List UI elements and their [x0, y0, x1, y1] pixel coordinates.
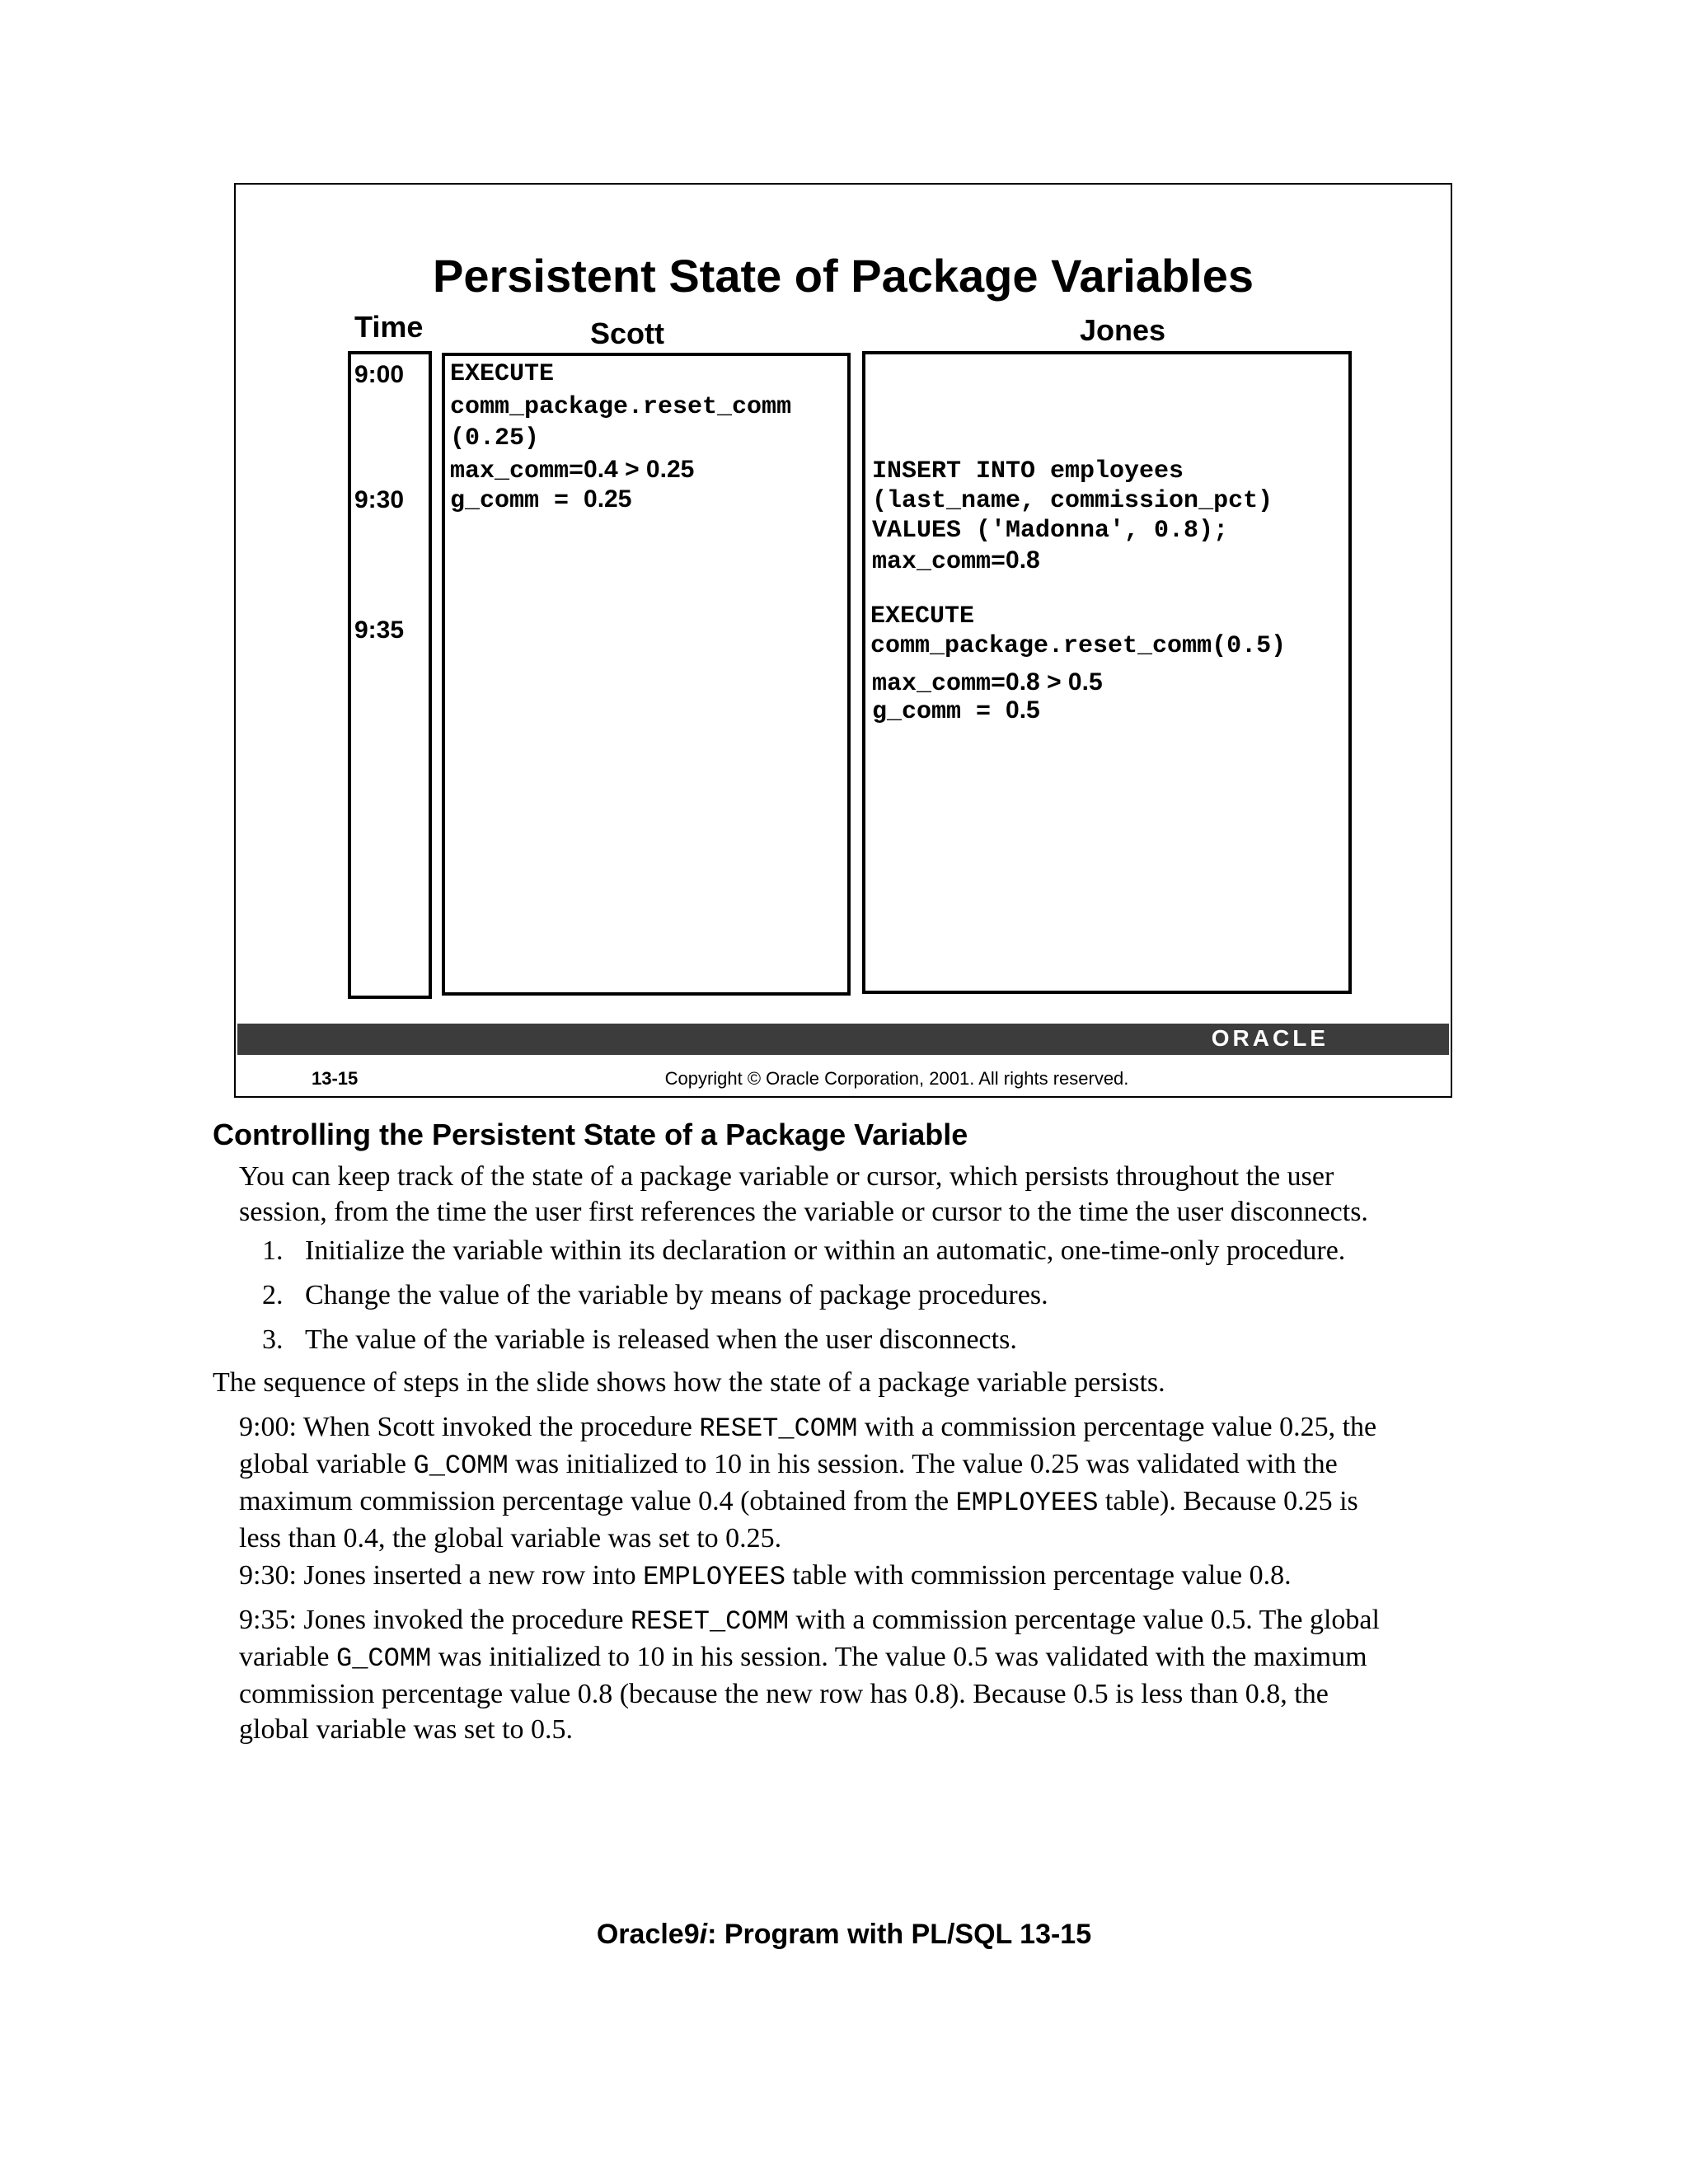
slide-number: 13-15	[312, 1068, 359, 1089]
jones-code-line: INSERT INTO employees	[872, 457, 1184, 485]
oracle-bar	[237, 1024, 1449, 1055]
scott-code-line: g_comm = 0.25	[450, 485, 632, 515]
list-item: 2. Change the value of the variable by means of package procedures.	[262, 1280, 1048, 1310]
jones-header: Jones	[1080, 313, 1166, 347]
jones-code-line: EXECUTE	[870, 602, 975, 630]
intro-paragraph: You can keep track of the state of a package variable or cursor, which persists throughout the user session, from the time the user first references the variable or cursor to the time the user disconnects.	[239, 1161, 1368, 1227]
list-item: 3. The value of the variable is released when the user disconnects.	[262, 1324, 1017, 1355]
copyright: Copyright © Oracle Corporation, 2001. All rights reserved.	[664, 1068, 1129, 1089]
paragraph-935: 9:35: Jones invoked the procedure RESET_COMM with a commission percentage value 0.5. The global variable G_COMM was initialized to 10 in his session. The value 0.5 was validated with the maximum commission percentage value 0.8 (because the new row has 0.8). Because 0.5 is less than 0.8, the global variable was set to 0.5.	[239, 1605, 1380, 1745]
time-column	[348, 351, 432, 999]
jones-code-line: comm_package.reset_comm(0.5)	[870, 632, 1287, 660]
slide	[234, 183, 1452, 1098]
scott-code-line: EXECUTE	[450, 360, 555, 388]
paragraph-930: 9:30: Jones inserted a new row into EMPLOYEES table with commission percentage value 0.8.	[239, 1560, 1292, 1592]
time-header: Time	[354, 310, 424, 344]
list-item: 1. Initialize the variable within its declaration or within an automatic, one-time-only procedure.	[262, 1235, 1346, 1266]
oracle-logo: ORACLE	[1211, 1025, 1329, 1051]
sequence-intro: The sequence of steps in the slide shows how the state of a package variable persists.	[213, 1367, 1165, 1398]
time-935: 9:35	[354, 616, 405, 644]
jones-code-line: max_comm=0.8	[872, 546, 1040, 576]
jones-code-line: g_comm = 0.5	[872, 696, 1040, 726]
jones-column	[862, 351, 1352, 994]
jones-code-line: (last_name, commission_pct)	[872, 487, 1273, 515]
time-930: 9:30	[354, 486, 405, 513]
scott-column	[442, 353, 851, 996]
jones-code-line: max_comm=0.8 > 0.5	[872, 668, 1103, 698]
paragraph-900: 9:00: When Scott invoked the procedure RESET_COMM with a commission percentage value 0.25, the global variable G_COMM was initialized to 10 in his session. The value 0.25 was validated with the maximum commission percentage value 0.4 (obtained from the EMPLOYEES table). Because 0.25 is less than 0.4, the global variable was set to 0.25.	[239, 1412, 1377, 1554]
page-footer: Oracle9i: Program with PL/SQL 13-15	[596, 1919, 1092, 1950]
slide-title: Persistent State of Package Variables	[432, 250, 1254, 302]
section-heading: Controlling the Persistent State of a Package Variable	[213, 1118, 968, 1151]
jones-code-line: VALUES ('Madonna', 0.8);	[872, 517, 1229, 545]
scott-code-line: comm_package.reset_comm	[450, 393, 792, 421]
scott-code-line: max_comm=0.4 > 0.25	[450, 456, 695, 485]
scott-header: Scott	[590, 316, 664, 350]
time-900: 9:00	[354, 361, 405, 388]
scott-code-line: (0.25)	[450, 424, 540, 452]
